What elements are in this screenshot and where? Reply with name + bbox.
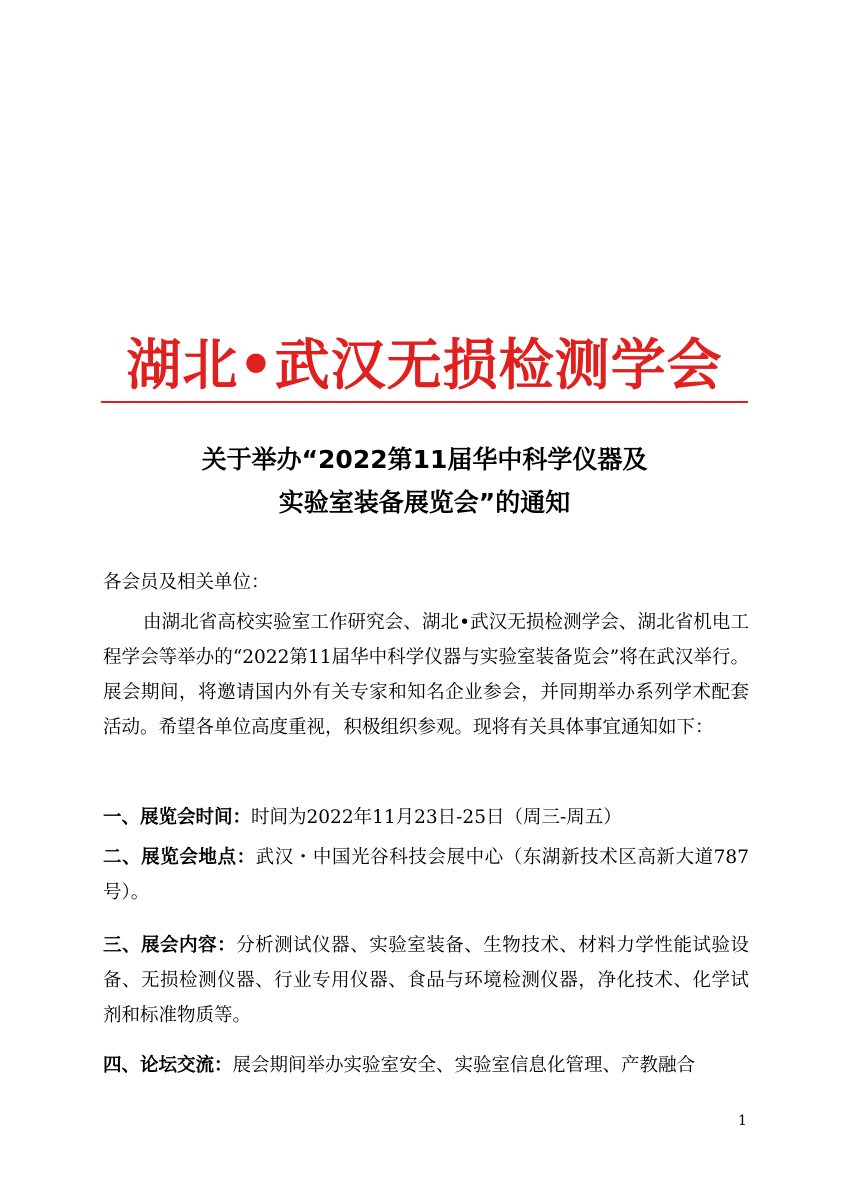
masthead-title: 湖北•武汉无损检测学会: [126, 332, 723, 397]
page-number: 1: [738, 1113, 747, 1129]
item-exhibition-venue: [103, 840, 749, 910]
item-text: 分析测试仪器、实验室装备、生物技术、材料力学性能试验设备、无损检测仪器、行业专用仪器、食品与环境检测仪器，净化技术、化学试剂和标准物质等。: [103, 935, 749, 1026]
notice-title-line-1: 关于举办“2022第11届华中科学仪器及: [201, 445, 648, 474]
notice-title-line-2: 实验室装备展览会”的通知: [278, 488, 571, 517]
item-label: 四、论坛交流：: [103, 1055, 233, 1076]
item-forum: [103, 1048, 749, 1083]
item-label: 二、展览会地点：: [103, 847, 256, 868]
item-exhibition-content: [103, 928, 749, 1033]
item-text: 展会期间举办实验室安全、实验室信息化管理、产教融合: [232, 1055, 696, 1076]
item-text: 时间为2022年11月23日-25日（周三-周五）: [251, 807, 622, 828]
item-text: 武汉・中国光谷科技会展中心（东湖新技术区高新大道787号）。: [103, 847, 749, 903]
intro-paragraph: 由湖北省高校实验室工作研究会、湖北•武汉无损检测学会、湖北省机电工程学会等举办的“2022第11届华中科学仪器与实验室装备览会”将在武汉举行。展会期间，将邀请国内外有关专家和知名企业参会，并同期举办系列学术配套活动。希望各单位高度重视，积极组织参观。现将有关具体事宜通知如下：: [103, 612, 749, 738]
salutation: 各会员及相关单位：: [103, 572, 270, 593]
masthead-divider: [101, 401, 748, 403]
item-exhibition-time: [103, 800, 749, 835]
item-label: 三、展会内容：: [103, 935, 237, 956]
item-label: 一、展览会时间：: [103, 807, 252, 828]
